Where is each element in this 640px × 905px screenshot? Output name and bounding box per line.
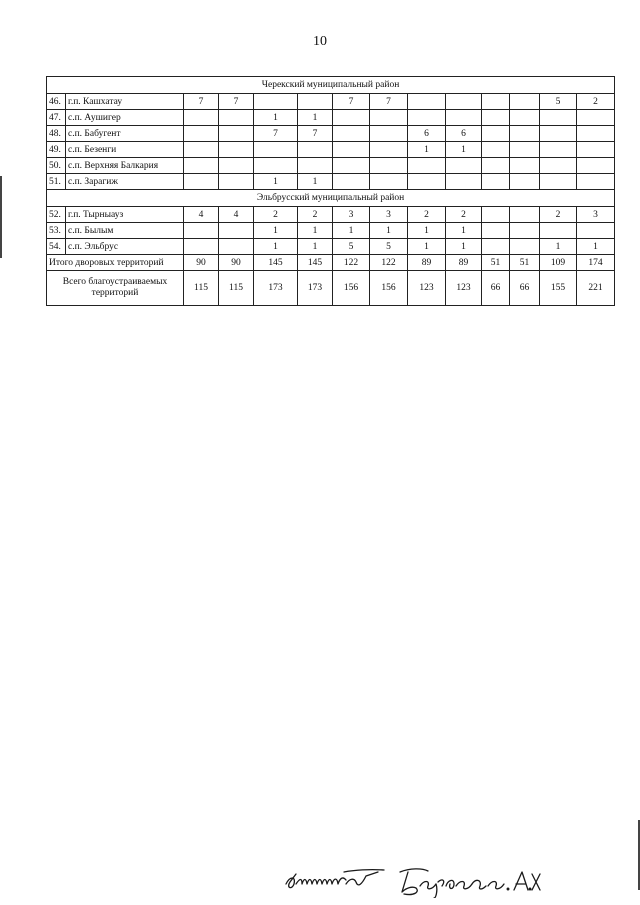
value-cell: 2 [577, 94, 615, 110]
total-value-cell: 115 [219, 271, 254, 306]
value-cell [333, 126, 370, 142]
row-number: 48. [47, 126, 66, 142]
value-cell: 7 [254, 126, 298, 142]
settlement-name: г.п. Тырныауз [66, 207, 184, 223]
value-cell: 7 [184, 94, 219, 110]
total-value-cell: 174 [577, 255, 615, 271]
row-number: 47. [47, 110, 66, 126]
value-cell: 1 [254, 223, 298, 239]
settlement-name: с.п. Аушигер [66, 110, 184, 126]
value-cell [510, 126, 540, 142]
value-cell: 2 [298, 207, 333, 223]
row-number: 49. [47, 142, 66, 158]
value-cell [577, 142, 615, 158]
total-value-cell: 89 [446, 255, 482, 271]
value-cell [219, 142, 254, 158]
value-cell [370, 174, 408, 190]
value-cell [510, 110, 540, 126]
value-cell [482, 158, 510, 174]
total-value-cell: 66 [510, 271, 540, 306]
value-cell [184, 174, 219, 190]
value-cell [333, 174, 370, 190]
value-cell [446, 158, 482, 174]
value-cell [540, 223, 577, 239]
value-cell [254, 158, 298, 174]
row-number: 51. [47, 174, 66, 190]
value-cell [482, 239, 510, 255]
value-cell [482, 110, 510, 126]
value-cell: 7 [219, 94, 254, 110]
total-value-cell: 51 [510, 255, 540, 271]
value-cell: 1 [408, 239, 446, 255]
value-cell: 6 [408, 126, 446, 142]
value-cell [482, 142, 510, 158]
value-cell: 7 [333, 94, 370, 110]
value-cell [254, 142, 298, 158]
total-label: Итого дворовых территорий [47, 255, 184, 271]
value-cell: 1 [408, 142, 446, 158]
total-value-cell: 145 [298, 255, 333, 271]
value-cell [370, 126, 408, 142]
value-cell [184, 223, 219, 239]
value-cell [184, 239, 219, 255]
total-value-cell: 145 [254, 255, 298, 271]
value-cell [510, 142, 540, 158]
value-cell [370, 110, 408, 126]
settlement-name: с.п. Бабугент [66, 126, 184, 142]
settlement-name: с.п. Зарагиж [66, 174, 184, 190]
table-row [47, 239, 615, 255]
total-value-cell: 90 [184, 255, 219, 271]
value-cell: 1 [298, 174, 333, 190]
value-cell [540, 126, 577, 142]
total-value-cell: 123 [446, 271, 482, 306]
total-value-cell: 156 [370, 271, 408, 306]
value-cell: 5 [540, 94, 577, 110]
value-cell [482, 174, 510, 190]
settlement-name: г.п. Кашхатау [66, 94, 184, 110]
value-cell [254, 94, 298, 110]
value-cell [540, 142, 577, 158]
value-cell: 1 [298, 239, 333, 255]
total-value-cell: 173 [298, 271, 333, 306]
value-cell [370, 158, 408, 174]
value-cell [510, 174, 540, 190]
total-value-cell: 173 [254, 271, 298, 306]
value-cell [577, 126, 615, 142]
value-cell: 1 [298, 223, 333, 239]
value-cell [370, 142, 408, 158]
total-value-cell: 51 [482, 255, 510, 271]
section-header-row [47, 77, 615, 94]
value-cell: 1 [446, 223, 482, 239]
total-value-cell: 155 [540, 271, 577, 306]
value-cell [446, 110, 482, 126]
section-title: Черекский муниципальный район [47, 77, 615, 94]
value-cell [510, 158, 540, 174]
table-row [47, 223, 615, 239]
value-cell: 1 [254, 174, 298, 190]
value-cell: 1 [446, 142, 482, 158]
value-cell [184, 158, 219, 174]
total-value-cell: 122 [370, 255, 408, 271]
value-cell [540, 110, 577, 126]
total-value-cell: 115 [184, 271, 219, 306]
value-cell [408, 110, 446, 126]
value-cell [510, 207, 540, 223]
settlement-name: с.п. Былым [66, 223, 184, 239]
value-cell [482, 207, 510, 223]
table-row [47, 207, 615, 223]
value-cell: 4 [219, 207, 254, 223]
value-cell [219, 174, 254, 190]
table-row [47, 158, 615, 174]
value-cell [219, 239, 254, 255]
page-number: 10 [313, 34, 327, 49]
territory-table [46, 76, 615, 306]
settlement-name: с.п. Безенги [66, 142, 184, 158]
row-number: 46. [47, 94, 66, 110]
value-cell [184, 142, 219, 158]
value-cell: 1 [298, 110, 333, 126]
total-value-cell: 221 [577, 271, 615, 306]
total-value-cell: 89 [408, 255, 446, 271]
grand-total-row [47, 271, 615, 306]
value-cell: 6 [446, 126, 482, 142]
value-cell [510, 239, 540, 255]
value-cell: 2 [540, 207, 577, 223]
row-number: 50. [47, 158, 66, 174]
table-row [47, 126, 615, 142]
value-cell [298, 94, 333, 110]
value-cell: 5 [370, 239, 408, 255]
total-label: Всего благоустраиваемых территорий [47, 271, 184, 306]
value-cell [219, 110, 254, 126]
value-cell [482, 223, 510, 239]
value-cell: 1 [446, 239, 482, 255]
settlement-name: с.п. Эльбрус [66, 239, 184, 255]
row-number: 54. [47, 239, 66, 255]
value-cell: 7 [298, 126, 333, 142]
value-cell: 1 [577, 239, 615, 255]
value-cell [577, 223, 615, 239]
value-cell: 4 [184, 207, 219, 223]
value-cell [577, 110, 615, 126]
value-cell [333, 142, 370, 158]
value-cell [482, 126, 510, 142]
value-cell [219, 223, 254, 239]
signature-image [282, 858, 544, 898]
value-cell: 5 [333, 239, 370, 255]
section-header-row [47, 190, 615, 207]
value-cell: 3 [577, 207, 615, 223]
value-cell [408, 174, 446, 190]
value-cell: 1 [408, 223, 446, 239]
value-cell: 2 [254, 207, 298, 223]
total-value-cell: 109 [540, 255, 577, 271]
value-cell: 1 [370, 223, 408, 239]
value-cell [408, 94, 446, 110]
value-cell: 1 [254, 110, 298, 126]
value-cell [482, 94, 510, 110]
table-row [47, 94, 615, 110]
value-cell: 1 [333, 223, 370, 239]
value-cell [577, 174, 615, 190]
settlement-name: с.п. Верхняя Балкария [66, 158, 184, 174]
value-cell [333, 110, 370, 126]
value-cell [446, 174, 482, 190]
value-cell [540, 158, 577, 174]
total-value-cell: 90 [219, 255, 254, 271]
row-number: 53. [47, 223, 66, 239]
value-cell [408, 158, 446, 174]
section-title: Эльбрусский муниципальный район [47, 190, 615, 207]
value-cell [510, 223, 540, 239]
value-cell [219, 126, 254, 142]
row-number: 52. [47, 207, 66, 223]
total-value-cell: 66 [482, 271, 510, 306]
value-cell: 3 [370, 207, 408, 223]
table-row [47, 110, 615, 126]
value-cell: 7 [370, 94, 408, 110]
value-cell [333, 158, 370, 174]
value-cell [184, 110, 219, 126]
value-cell [219, 158, 254, 174]
value-cell: 2 [446, 207, 482, 223]
value-cell: 3 [333, 207, 370, 223]
table-row [47, 142, 615, 158]
value-cell [577, 158, 615, 174]
value-cell [298, 158, 333, 174]
table-row [47, 174, 615, 190]
value-cell: 1 [254, 239, 298, 255]
value-cell: 1 [540, 239, 577, 255]
value-cell: 2 [408, 207, 446, 223]
value-cell [540, 174, 577, 190]
value-cell [446, 94, 482, 110]
total-row [47, 255, 615, 271]
value-cell [510, 94, 540, 110]
total-value-cell: 156 [333, 271, 370, 306]
total-value-cell: 122 [333, 255, 370, 271]
scan-edge-left [0, 176, 2, 258]
value-cell [184, 126, 219, 142]
value-cell [298, 142, 333, 158]
total-value-cell: 123 [408, 271, 446, 306]
